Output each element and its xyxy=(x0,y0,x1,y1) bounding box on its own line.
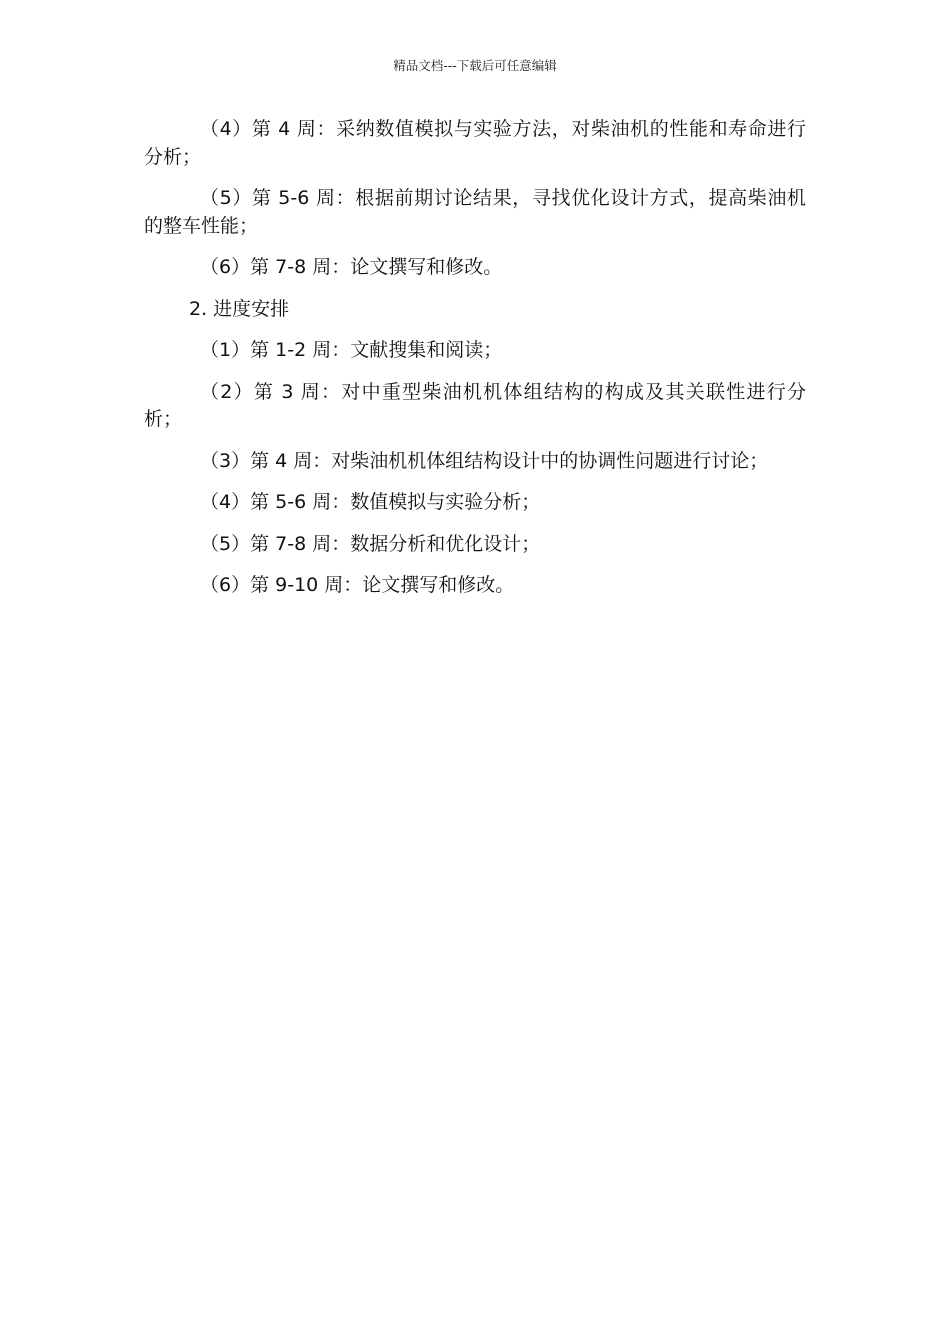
schedule-item-6: （6）第 9-10 周：论文撰写和修改。 xyxy=(200,574,515,596)
schedule-item-2: （2）第 3 周：对中重型柴油机机体组结构的构成及其关联性进行分析； xyxy=(144,380,806,430)
schedule-item-3: （3）第 4 周：对柴油机机体组结构设计中的协调性问题进行讨论； xyxy=(200,449,769,472)
document-body xyxy=(144,116,806,614)
paragraph-week-4-simulation: （4）第 4 周：采纳数值模拟与实验方法，对柴油机的性能和寿命进行分析； xyxy=(144,118,806,168)
schedule-item-4: （4）第 5-6 周：数值模拟与实验分析； xyxy=(200,491,541,513)
schedule-item-1: （1）第 1-2 周：文献搜集和阅读； xyxy=(200,339,503,361)
page-header: 精品文档---下载后可任意编辑 xyxy=(393,58,557,73)
paragraph-week-7-8-thesis: （6）第 7-8 周：论文撰写和修改。 xyxy=(200,256,503,278)
schedule-item-5: （5）第 7-8 周：数据分析和优化设计； xyxy=(200,532,541,555)
section-heading-schedule: 2. 进度安排 xyxy=(189,297,290,320)
paragraph-week-5-6-optimization: （5）第 5-6 周：根据前期讨论结果，寻找优化设计方式，提高柴油机的整车性能； xyxy=(144,187,806,237)
